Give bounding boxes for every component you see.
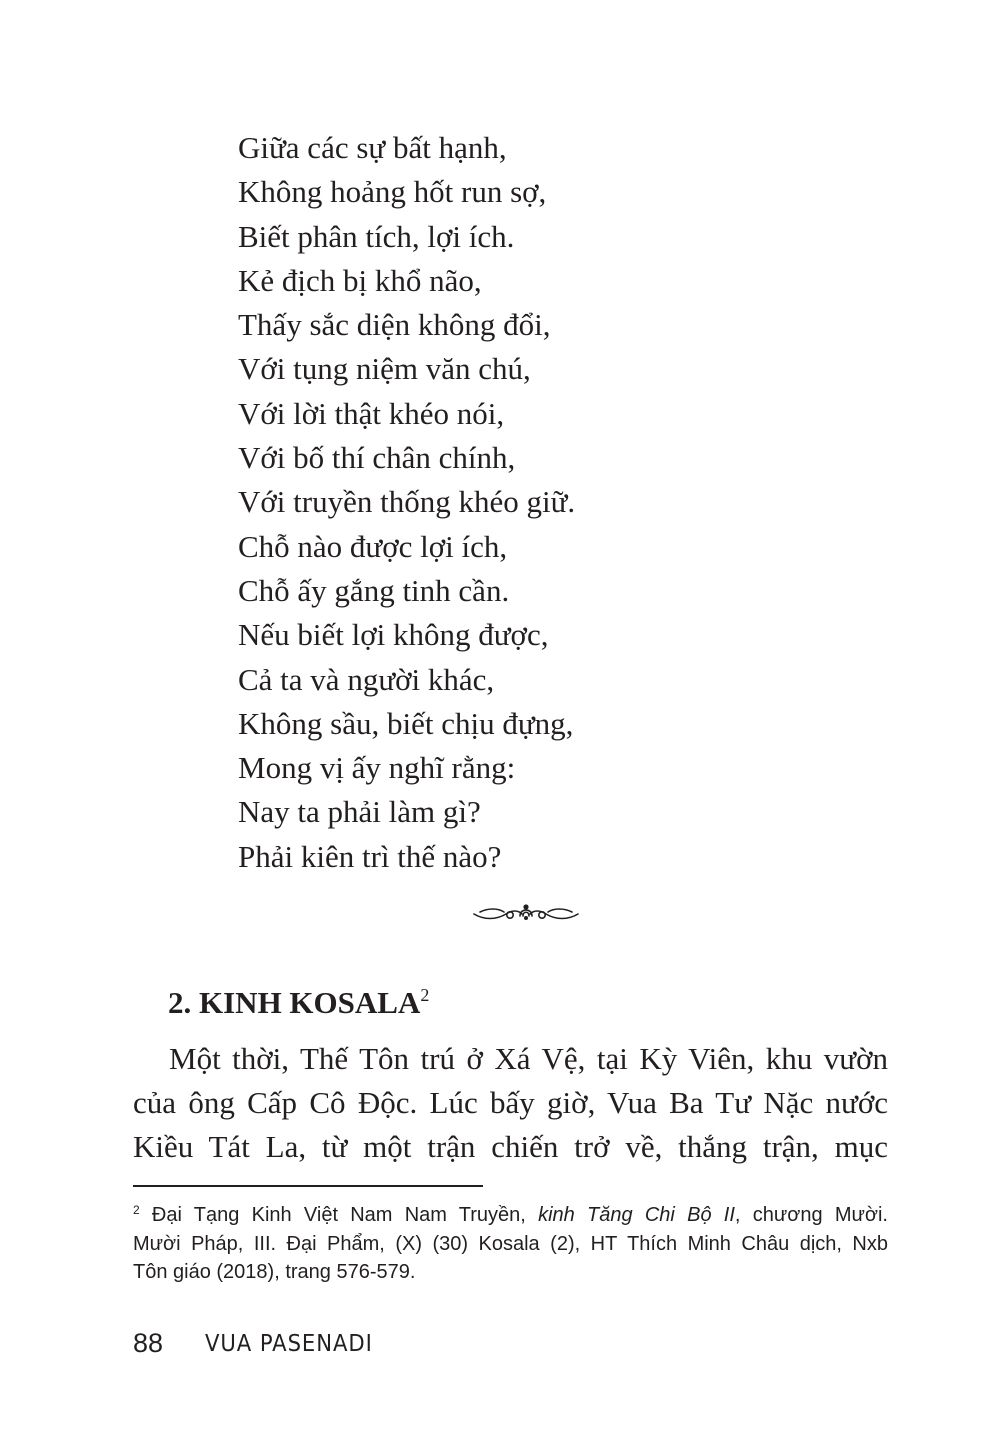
poem-line: Không hoảng hốt run sợ, xyxy=(238,174,547,210)
footnote-line: Mười Pháp, III. Đại Phẩm, (X) (30) Kosala (2), HT Thích Minh Châu dịch, Nxb xyxy=(133,1232,888,1255)
footnote-text: Đại Tạng Kinh Việt Nam Nam Truyền, xyxy=(139,1204,539,1226)
footnote-text: , chương Mười. xyxy=(734,1204,888,1226)
footnote-reference: 2 xyxy=(420,985,430,1005)
poem-line: Nếu biết lợi không được, xyxy=(238,617,549,653)
body-line: Kiều Tát La, từ một trận chiến trở về, thắng trận, mục xyxy=(133,1129,888,1164)
section-title: 2. KINH KOSALA xyxy=(168,985,421,1020)
poem-line: Chỗ ấy gắng tinh cần. xyxy=(238,572,510,608)
poem-line: Với lời thật khéo nói, xyxy=(238,395,505,431)
poem-line: Với truyền thống khéo giữ. xyxy=(238,484,576,520)
running-title: VUA PASENADI xyxy=(205,1331,373,1357)
poem xyxy=(238,126,575,879)
footnote-marker: 2 xyxy=(133,1203,140,1217)
poem-line: Thấy sắc diện không đổi, xyxy=(238,307,551,343)
footnote-title-italic: kinh Tăng Chi Bộ II xyxy=(538,1204,735,1226)
poem-line: Phải kiên trì thế nào? xyxy=(238,838,502,874)
page-number: 88 xyxy=(133,1328,164,1358)
body-paragraph xyxy=(133,1037,888,1169)
flourish-divider-icon xyxy=(470,898,582,928)
body-line: Một thời, Thế Tôn trú ở Xá Vệ, tại Kỳ Viên, khu vườn xyxy=(169,1041,888,1076)
poem-line: Nay ta phải làm gì? xyxy=(238,794,481,830)
footnote xyxy=(133,1201,888,1287)
poem-line: Cả ta và người khác, xyxy=(238,661,495,697)
footnote-line: Tôn giáo (2018), trang 576-579. xyxy=(133,1261,416,1283)
poem-line: Mong vị ấy nghĩ rằng: xyxy=(238,750,516,786)
footnote-line xyxy=(133,1201,888,1230)
footnote-divider xyxy=(133,1185,483,1187)
poem-line: Biết phân tích, lợi ích. xyxy=(238,218,515,254)
poem-line: Giữa các sự bất hạnh, xyxy=(238,130,507,165)
poem-line: Với tụng niệm văn chú, xyxy=(238,351,531,387)
poem-line: Với bố thí chân chính, xyxy=(238,440,516,476)
poem-line: Chỗ nào được lợi ích, xyxy=(238,528,508,564)
poem-line: Kẻ địch bị khổ não, xyxy=(238,262,482,298)
section-heading xyxy=(168,983,429,1023)
poem-line: Không sầu, biết chịu đựng, xyxy=(238,705,574,741)
body-line: của ông Cấp Cô Độc. Lúc bấy giờ, Vua Ba Tư Nặc nước xyxy=(133,1085,888,1120)
